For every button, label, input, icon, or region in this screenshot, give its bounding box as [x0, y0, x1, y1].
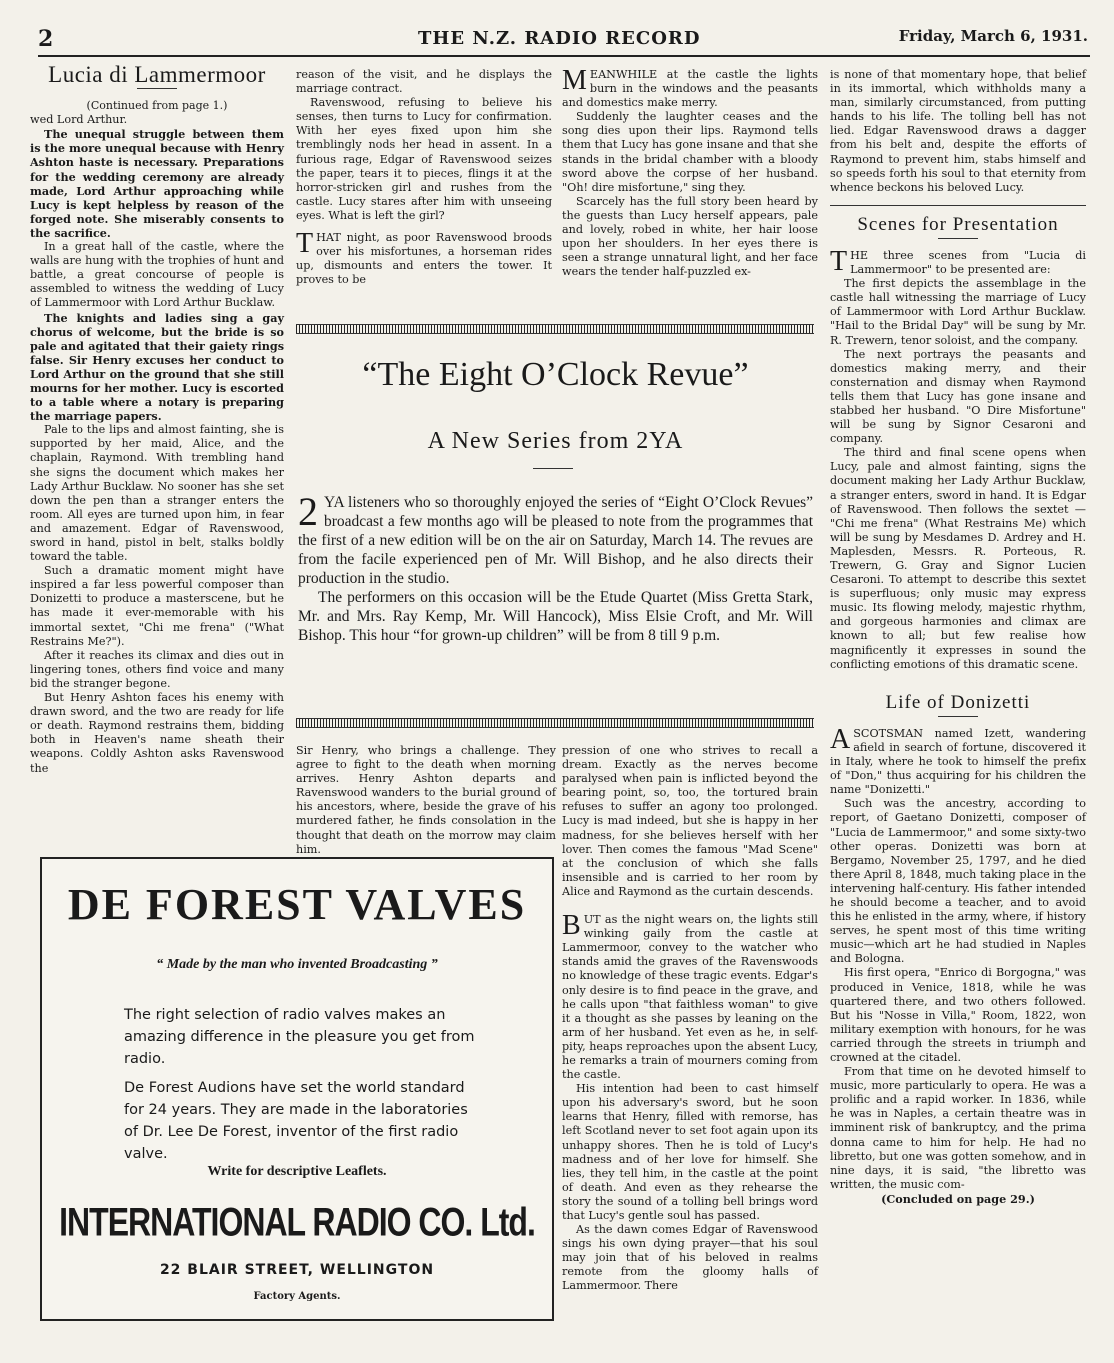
paragraph: MEANWHILE at the castle the lights burn in the windows and the peasants and domestics make merry. [562, 65, 818, 110]
masthead: THE N.Z. RADIO RECORD [418, 28, 701, 49]
page-number: 2 [38, 26, 54, 52]
divider [938, 716, 978, 717]
paragraph: THE three scenes from "Lucia di Lammermoor" to be presented are: [830, 245, 1086, 277]
paragraph: Ravenswood, refusing to believe his senses, then turns to Lucy for confirmation. With her eyes fixed upon him she tremblingly nods her head in assent. In a furious rage, Edgar of Ravenswood seizes the paper, tears it to pieces, flings it at the horror-stricken girl and rushes from the castle. Lucy stares after him with unseeing eyes. What is left the girl? [296, 96, 552, 222]
paragraph: The next portrays the peasants and domestics making merry, and their consternation and dismay when Raymond tells them that Lucy has gone insane and stabbed her husband. "O Dire Misfortune" will be sung by Signor Cesaroni and company. [830, 347, 1086, 446]
drop-cap: B [562, 910, 581, 942]
header-rule [38, 55, 1090, 57]
paragraph: His first opera, "Enrico di Borgogna," was produced in Venice, 1818, while he was quartered there, and two others followed. But his "Nosse in Villa," Room, 1822, won military exemption with honours, for he was carried through the streets in triumph and crowned at the citadel. [830, 966, 1086, 1064]
paragraph: THAT night, as poor Ravenswood broods over his misfortunes, a horseman rides up, dismounts and enters the tower. It proves to be [296, 228, 552, 287]
page-header [38, 26, 1088, 52]
lucia-column-2-bottom [296, 744, 556, 857]
lucia-column-3-top [562, 65, 818, 279]
paragraph: Suddenly the laughter ceases and the song dies upon their lips. Raymond tells them that Lucy has gone insane and that she stands in the bridal chamber with a bloody sword above the corpse of her husband. "Oh! dire misfortune," sing they. [562, 110, 818, 194]
lucia-column-2-top [296, 68, 552, 287]
scenes-title: Scenes for Presentation [857, 213, 1059, 235]
paragraph: The performers on this occasion will be the Etude Quartet (Miss Gretta Stark, Mr. and Mrs. Ray Kemp, Mr. Will Hancock), Miss Elsie Croft, and Mr. Will Bishop. This hour “for grown-up children” will be from 8 till 9 p.m. [298, 589, 813, 644]
paragraph: Scarcely has the full story been heard by the guests than Lucy herself appears, pale and lovely, robed in white, her hair loose upon her shoulders. In her eyes there is seen a strange unnatural light, and her face wears the tender half-puzzled ex- [562, 194, 818, 279]
ornamental-border [296, 324, 814, 334]
paragraph: But Henry Ashton faces his enemy with drawn sword, and the two are ready for life or death. Raymond restrains them, bidding both in Heaven's name sheath their weapons. Coldly Ashton asks Ravenswood the [30, 691, 284, 775]
drop-cap: T [296, 228, 314, 260]
continued-note: (Continued from page 1.) [86, 99, 228, 113]
paragraph: ASCOTSMAN named Izett, wandering afield in search of fortune, discovered it in Italy, where he took to himself the prefix of "Don," thus acquiring for his children the name "Donizetti." [830, 723, 1086, 797]
ad-title: DE FOREST VALVES [67, 880, 527, 929]
drop-cap: 2 [298, 489, 318, 534]
paragraph: The third and final scene opens when Lucy, pale and almost fainting, signs the document making her Lady Arthur Bucklaw, a stranger enters, sword in hand. It is Edgar of Ravenswood. Then follows the sextet — "Chi me frena" (What Restrains Me) which will be sung by Mesdames D. Ardrey and H. Maplesden, Messrs. R. Porteous, R. Trewern, G. Gray and Signor Lucien Cesaroni. To attempt to describe this sextet is superfluous; only music may express music. Its flowing melody, majestic rhythm, and gorgeous harmonies and climax are known to all; but few realise how magnificently it expresses in sound the conflicting emotions of this dramatic scene. [830, 446, 1086, 671]
paragraph: Such a dramatic moment might have inspired a far less powerful composer than Donizetti to produce a masterscene, but he has made it ever-memorable with his immortal sextet, "Chi me frena" ("What Restrains Me?"). [30, 564, 284, 648]
revue-body [298, 489, 813, 645]
ad-paragraph: De Forest Audions have set the world standard for 24 years. They are made in the laboratories of Dr. Lee De Forest, inventor of the first radio valve. [124, 1080, 468, 1162]
paragraph: 2 YA listeners who so thoroughly enjoyed the series of “Eight O’Clock Revues” broadcast a few months ago will be pleased to note from the programmes that the first of a new edition will be on the air on Saturday, March 14. The revues are from the facile experienced pen of Mr. Will Bishop, and he also directs their production in the studio. [298, 489, 813, 587]
paragraph: The first depicts the assemblage in the castle hall witnessing the marriage of Lucy of Lammermoor with Lord Arthur Bucklaw. "Hail to the Bridal Day" will be sung by Mr. R. Trewern, tenor soloist, and the company. [830, 277, 1086, 347]
drop-cap: M [562, 65, 587, 96]
de-forest-advertisement [40, 857, 554, 1321]
paragraph: Pale to the lips and almost fainting, she is supported by her maid, Alice, and the chaplain, Raymond. With trembling hand she signs the document which makes her Lady Arthur Bucklaw. No sooner has she set down the pen than a stranger enters the room. All eyes are turned upon him, in fear and amazement. Edgar of Ravenswood, sword in hand, pistol in belt, stalks boldly toward the table. [30, 423, 284, 564]
ad-paragraph: The right selection of radio valves makes an amazing difference in the pleasure you get from radio. [124, 1007, 475, 1067]
paragraph: The unequal struggle between them is the more unequal because with Henry Ashton haste is necessary. Preparations for the wedding ceremony are already made, Lord Arthur approaching while Lucy is kept helpless by reason of the forged note. She miserably consents to the sacrifice. [30, 127, 284, 240]
paragraph: After it reaches its climax and dies out in lingering tones, others find voice and many bid the stranger begone. [30, 648, 284, 690]
paragraph: BUT as the night wears on, the lights still winking gaily from the castle at Lammermoor, convey to the watcher who stands amid the graves of the Ravenswoods no knowledge of these tragic events. Edgar's only desire is to find peace in the grave, and he calls upon "that faithless woman" to give it a thought as she passes by leaning on the arm of her husband. Yet even as he, in self-pity, heaps reproaches upon the absent Lucy, he remarks a train of mourners coming from the castle. [562, 910, 818, 1082]
donizetti-title: Life of Donizetti [885, 691, 1031, 713]
drop-cap: T [830, 245, 848, 277]
issue-date: Friday, March 6, 1931. [898, 27, 1088, 45]
lucia-title: Lucia di Lammermoor [48, 62, 266, 87]
paragraph: reason of the visit, and he displays the marriage contract. [296, 68, 552, 96]
divider [533, 468, 573, 469]
divider [938, 238, 978, 239]
ad-tagline: “ Made by the man who invented Broadcasting ” [156, 957, 438, 972]
divider [830, 205, 1086, 206]
drop-cap: A [830, 723, 851, 755]
revue-title: “The Eight O’Clock Revue” [362, 356, 749, 393]
lucia-column-1 [30, 62, 284, 776]
ad-write-prompt: Write for descriptive Leaflets. [207, 1164, 387, 1179]
divider [137, 88, 177, 89]
revue-subtitle: A New Series from 2YA [427, 428, 684, 454]
paragraph: Sir Henry, who brings a challenge. They agree to fight to the death when morning arrives. Henry Ashton departs and Ravenswood wanders to the burial ground of his ancestors, where, beside the grave of his murdered father, he finds consolation in the thought that death on the morrow may claim him. [296, 744, 556, 856]
ornamental-border [296, 718, 814, 728]
paragraph: The knights and ladies sing a gay chorus of welcome, but the bride is so pale and agitated that their gaiety rings false. Sir Henry excuses her conduct to Lord Arthur on the ground that she still mourns for her mother. Lucy is escorted to a table where a notary is preparing the marriage papers. [30, 310, 284, 424]
concluded-note: (Concluded on page 29.) [881, 1191, 1035, 1206]
paragraph: Such was the ancestry, according to report, of Gaetano Donizetti, composer of "Lucia de Lammermoor," and some sixty-two other operas. Donizetti was born at Bergamo, November 25, 1797, and he died there April 8, 1848, much taking place in the intervening half-century. His father intended he should become a teacher, and to avoid this he enlisted in the army, where, if history serves, he spent most of this time writing music—which art he had studied in Naples and Bologna. [830, 797, 1086, 966]
paragraph: In a great hall of the castle, where the walls are hung with the trophies of hunt and battle, a great concourse of people is assembled to witness the wedding of Lucy of Lammermoor with Lord Arthur Bucklaw. [30, 240, 284, 310]
paragraph: From that time on he devoted himself to music, more particularly to opera. He was a prolific and a rapid worker. In 1836, while he was in Naples, a certain theatre was in imminent risk of bankruptcy, and the prima donna came to him for help. He had no libretto, but one was gotten somehow, and in nine days, it is said, "the libretto was written, the music com- [830, 1065, 1086, 1191]
paragraph: His intention had been to cast himself upon his adversary's sword, but he soon learns that Henry, filled with remorse, has left Scotland never to set foot again upon its unhappy shores. Then he is told of Lucy's madness and of her love for himself. She lies, they tell him, in the castle at the point of death. And even as they rehearse the story the sound of a tolling bell brings word that Lucy's gentle soul has passed. [562, 1082, 818, 1222]
lucia-column-3-bottom [562, 744, 818, 1294]
ad-company: INTERNATIONAL RADIO CO. Ltd. [59, 1199, 535, 1245]
paragraph: As the dawn comes Edgar of Ravenswood sings his own dying prayer—that his soul may join that of his beloved in realms remote from the gloomy halls of Lammermoor. There [562, 1223, 818, 1293]
paragraph: pression of one who strives to recall a dream. Exactly as the nerves become paralysed when pain is inflicted beyond the bearing point, so, too, the tortured brain refuses to suffer an agony too prolonged. Lucy is mad indeed, but she is happy in her madness, for she believes herself with her lover. Then comes the famous "Mad Scene" at the conclusion of which she falls insensible and is carried to her room by Alice and Raymond as the curtain descends. [562, 744, 818, 898]
ad-agents: Factory Agents. [253, 1291, 341, 1302]
paragraph: wed Lord Arthur. [30, 113, 128, 127]
column-4 [830, 68, 1086, 1206]
ad-address: 22 BLAIR STREET, WELLINGTON [159, 1262, 435, 1278]
paragraph: is none of that momentary hope, that belief in its immortal, which withholds many a man, similarly circumstanced, from putting hands to his life. The tolling bell has not lied. Edgar Ravenswood draws a dagger from his belt and, despite the efforts of Raymond to prevent him, stabs himself and so speeds forth his soul to that eternity from whence beckons his beloved Lucy. [830, 68, 1086, 194]
